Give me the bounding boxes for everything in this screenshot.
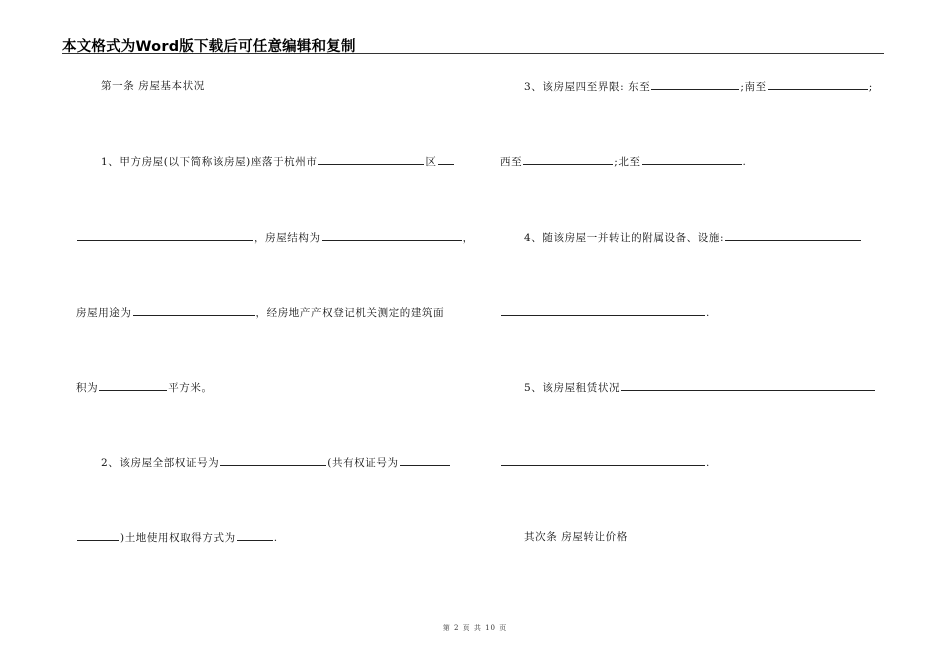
page-footer: 第 2 页 共 10 页 bbox=[442, 624, 508, 632]
paragraph-lease-2 bbox=[500, 455, 710, 470]
paragraph-lease bbox=[524, 380, 876, 395]
north-end: . bbox=[742, 156, 747, 168]
facilities-blank-2 bbox=[501, 305, 705, 316]
east-label: 3、该房屋四至界限: 东至 bbox=[524, 81, 651, 93]
lease-blank bbox=[621, 380, 875, 391]
city-blank bbox=[318, 154, 424, 165]
east-blank bbox=[651, 79, 739, 90]
shared-certificate-blank-2 bbox=[77, 530, 119, 541]
area-unit: 平方米。 bbox=[168, 382, 213, 394]
paragraph-location bbox=[101, 154, 455, 169]
land-use-blank bbox=[237, 530, 273, 541]
section-heading-1: 第一条 房屋基本状况 bbox=[101, 80, 205, 92]
paragraph-certificate bbox=[101, 455, 451, 470]
use-blank bbox=[133, 305, 255, 316]
paragraph-boundaries-2 bbox=[500, 154, 747, 169]
header-divider bbox=[62, 53, 884, 54]
south-blank bbox=[768, 79, 868, 90]
use-label: 房屋用途为 bbox=[76, 307, 132, 319]
area-blank bbox=[99, 380, 167, 391]
paragraph-facilities-2 bbox=[500, 305, 710, 320]
facilities-label: 4、随该房屋一并转让的附属设备、设施: bbox=[524, 232, 725, 244]
lease-end: . bbox=[706, 457, 710, 469]
area-label: ，经房地产产权登记机关测定的建筑面 bbox=[255, 307, 445, 319]
north-blank bbox=[642, 154, 742, 165]
certificate-label: 2、该房屋全部权证号为 bbox=[101, 457, 220, 469]
structure-blank bbox=[322, 230, 462, 241]
structure-end: ， bbox=[462, 232, 474, 244]
document-header-title: 本文格式为Word版下载后可任意编辑和复制 bbox=[62, 39, 356, 55]
west-blank bbox=[523, 154, 613, 165]
paragraph-facilities bbox=[524, 230, 862, 245]
land-use-end: . bbox=[273, 532, 278, 544]
shared-certificate-blank bbox=[400, 455, 450, 466]
area-prefix: 积为 bbox=[76, 382, 99, 394]
paragraph-structure bbox=[76, 230, 474, 245]
certificate-blank bbox=[220, 455, 326, 466]
lease-label: 5、该房屋租赁状况 bbox=[524, 382, 621, 394]
paragraph-area bbox=[76, 380, 213, 395]
facilities-blank bbox=[725, 230, 861, 241]
address-blank bbox=[77, 230, 253, 241]
paragraph-boundaries bbox=[524, 79, 873, 94]
structure-label: ，房屋结构为 bbox=[254, 232, 321, 244]
district-blank bbox=[438, 154, 454, 165]
west-label: 西至 bbox=[500, 156, 523, 168]
facilities-end: . bbox=[706, 307, 710, 319]
district-label: 区 bbox=[425, 156, 437, 168]
land-use-label: )土地使用权取得方式为 bbox=[120, 532, 236, 544]
south-end: ; bbox=[868, 81, 873, 93]
paragraph-use bbox=[76, 305, 444, 320]
lease-blank-2 bbox=[501, 455, 705, 466]
north-label: ;北至 bbox=[614, 156, 641, 168]
section-heading-2: 其次条 房屋转让价格 bbox=[524, 531, 628, 543]
paragraph-land bbox=[76, 530, 278, 545]
location-label: 1、甲方房屋(以下简称该房屋)座落于杭州市 bbox=[101, 156, 318, 168]
south-label: ;南至 bbox=[740, 81, 767, 93]
shared-certificate-label: (共有权证号为 bbox=[327, 457, 399, 469]
